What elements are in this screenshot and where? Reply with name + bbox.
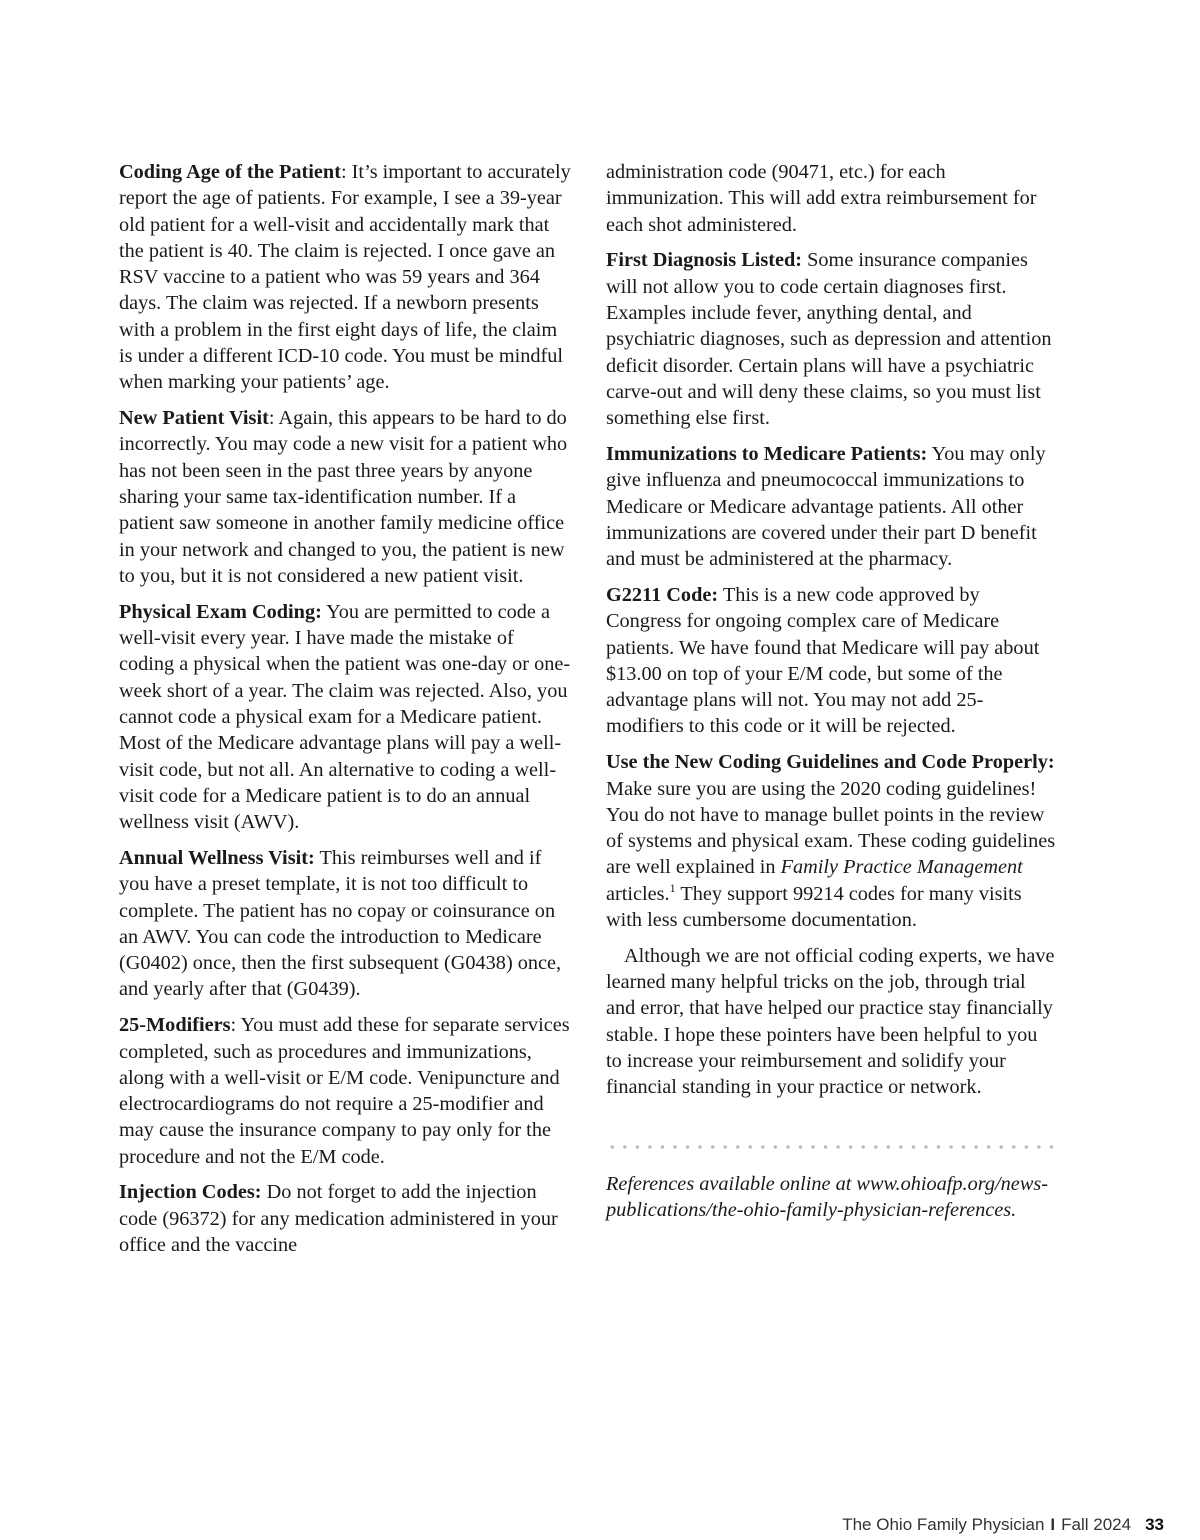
heading-coding-age: Coding Age of the Patient [119, 161, 341, 183]
paragraph-new-patient-visit: New Patient Visit: Again, this appears to be hard to do incorrectly. You may code a new visit for a patient who has not been seen in the past three years by anyone sharing your same tax-identification number. If a patient saw someone in another family medicine office in your network and changed to you, the patient is new to you, but it is not considered a new patient visit. [119, 407, 568, 587]
heading-physical-exam: Physical Exam Coding: [119, 600, 322, 623]
paragraph-continuation: administration code (90471, etc.) for each immunization. This will add extra reimbursement for each shot administered. [606, 161, 1037, 236]
footer-separator: I [1050, 1515, 1056, 1534]
heading-g2211-code: G2211 Code: [606, 583, 719, 606]
paragraph-injection-codes [119, 1179, 573, 1258]
body-injection-codes: Do not forget to add the injection code (96372) for any medication administered in your office and the vaccine [119, 1181, 558, 1257]
issue-date: Fall 2024 [1061, 1515, 1132, 1534]
paragraph-first-diagnosis [606, 247, 1056, 431]
heading-new-patient-visit: New Patient Visit [119, 407, 269, 430]
paragraph-annual-wellness [119, 845, 573, 1003]
page-number: 33 [1145, 1515, 1164, 1534]
heading-immunizations-medicare: Immunizations to Medicare Patients: [606, 442, 928, 465]
heading-first-diagnosis: First Diagnosis Listed: [606, 249, 803, 272]
journal-title: Family Practice Management [780, 856, 1023, 879]
dotted-divider [606, 1145, 1058, 1149]
paragraph-g2211-code [606, 582, 1056, 740]
body-new-patient-visit: Again, this appears to be hard to do incorrectly. You may code a new visit for a patient who has not been seen in the past three years by anyone sharing your same tax-identification number. If a patient saw someone in another family medicine office in your network and changed to you, the patient is new to you, but it is not considered a new patient visit. [119, 407, 568, 587]
heading-coding-guidelines: Use the New Coding Guidelines and Code Properly: [606, 751, 1055, 774]
paragraph-coding-age: Coding Age of the Patient: It’s important to accurately report the age of patients. For example, I see a 39-year old patient for a well-visit and accidentally mark that the patient is 40. The claim is rejected. I once gave an RSV vaccine to a patient who was 59 years and 364 days. The claim was rejected. If a newborn presents with a problem in the first eight days of life, the claim is under a different ICD-10 code. You must be mindful when marking your patients’ age. [119, 161, 571, 394]
right-column [606, 159, 1060, 1233]
references-note: References available online at www.ohioafp.org/news-publications/the-ohio-family-physician-references. [606, 1172, 1048, 1221]
paragraph-immunizations-medicare [606, 441, 1056, 572]
page-footer [842, 1515, 1164, 1535]
body-g2211-code: This is a new code approved by Congress for ongoing complex care of Medicare patients. We have found that Medicare will pay about $13.00 on top of your E/M code, but some of the advantage plans will not. You may not add 25-modifiers to this code or it will be rejected. [606, 583, 1040, 738]
paragraph-physical-exam [119, 599, 573, 836]
left-column [119, 159, 573, 1268]
heading-injection-codes: Injection Codes: [119, 1181, 262, 1204]
body-physical-exam: You are permitted to code a well-visit every year. I have made the mistake of coding a physical when the patient was one-day or one-week short of a year. The claim was rejected. Also, you cannot code a physical exam for a Medicare patient. Most of the Medicare advantage plans will pay a well-visit code, but not all. An alternative to coding a well-visit code for a Medicare patient is to do an annual wellness visit (AWV). [119, 600, 571, 834]
body-annual-wellness: This reimburses well and if you have a preset template, it is not too difficult to complete. The patient has no copay or coinsurance on an AWV. You can code the introduction to Medicare (G0402) once, then the first subsequent (G0438) once, and yearly after that (G0439). [119, 846, 562, 1001]
paragraph-closing: Although we are not official coding experts, we have learned many helpful tricks on the job, through trial and error, that have helped our practice stay financially stable. I hope these pointers have been helpful to you to increase your reimbursement and solidify your financial standing in your practice or network. [606, 944, 1055, 1099]
paragraph-25-modifiers: 25-Modifiers: You must add these for separate services completed, such as procedures and immunizations, along with a well-visit or E/M code. Venipuncture and electrocardiograms do not require a 25-modifier and may cause the insurance company to pay only for the procedure and not the E/M code. [119, 1014, 570, 1168]
paragraph-coding-guidelines: Use the New Coding Guidelines and Code Properly: Make sure you are using the 2020 coding guidelines! You do not have to manage bullet points in the review of systems and physical exam. These coding guidelines are well explained in Family Practice Management articles.$^1$ They support 99214 codes for many visits with less cumbersome documentation. [606, 751, 1056, 932]
heading-annual-wellness: Annual Wellness Visit: [119, 846, 315, 869]
footnote-marker: 1 [669, 880, 676, 895]
heading-25-modifiers: 25-Modifiers [119, 1014, 231, 1037]
body-immunizations-medicare: You may only give influenza and pneumococcal immunizations to Medicare or Medicare advantage patients. All other immunizations are covered under their part D benefit and must be administered at the pharmacy. [606, 442, 1046, 571]
publication-name: The Ohio Family Physician [842, 1515, 1045, 1534]
body-25-modifiers: You must add these for separate services completed, such as procedures and immunizations, along with a well-visit or E/M code. Venipuncture and electrocardiograms do not require a 25-modifier and may cause the insurance company to pay only for the procedure and not the E/M code. [119, 1014, 570, 1168]
body-coding-age: It’s important to accurately report the age of patients. For example, I see a 39-year old patient for a well-visit and accidentally mark that the patient is 40. The claim is rejected. I once gave an RSV vaccine to a patient who was 59 years and 364 days. The claim was rejected. If a newborn presents with a problem in the first eight days of life, the claim is under a different ICD-10 code. You must be mindful when marking your patients’ age. [119, 161, 571, 394]
body-first-diagnosis: Some insurance companies will not allow you to code certain diagnoses first. Examples include fever, anything dental, and psychiatric diagnoses, such as depression and attention deficit disorder. Certain plans will have a psychiatric carve-out and will deny these claims, so you must list something else first. [606, 249, 1052, 430]
